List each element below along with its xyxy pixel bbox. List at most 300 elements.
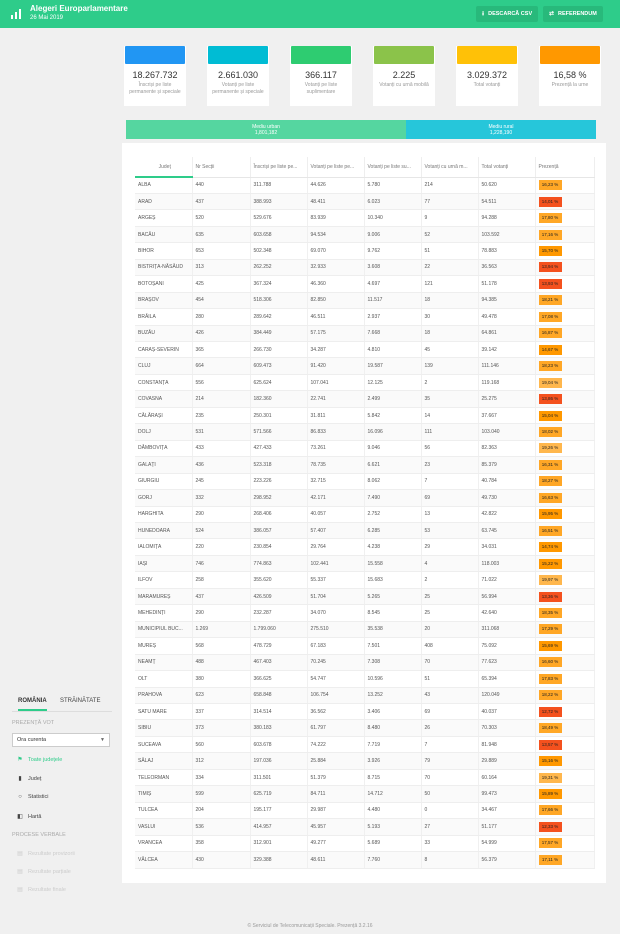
nav-results-partial[interactable] bbox=[16, 868, 71, 875]
download-csv-button[interactable] bbox=[476, 6, 538, 22]
table-cell: 7.308 bbox=[364, 654, 421, 670]
table-cell: 9.762 bbox=[364, 243, 421, 259]
table-cell bbox=[535, 835, 594, 851]
stat-color-bar bbox=[374, 46, 434, 64]
turnout-badge: 18,02 % bbox=[539, 427, 562, 437]
table-cell: 2 bbox=[421, 572, 478, 588]
table-cell: 106.754 bbox=[307, 687, 364, 703]
table-cell: 37.667 bbox=[478, 407, 535, 423]
county-name-cell: VÂLCEA bbox=[135, 852, 192, 868]
doc-icon: ▤ bbox=[17, 887, 23, 893]
table-cell: 54.511 bbox=[478, 193, 535, 209]
turnout-badge: 14,74 % bbox=[539, 542, 562, 552]
table-row[interactable] bbox=[135, 292, 594, 308]
table-cell: 10.596 bbox=[364, 671, 421, 687]
nav-county[interactable] bbox=[16, 775, 41, 782]
table-cell: 5.780 bbox=[364, 177, 421, 193]
stat-color-bar bbox=[457, 46, 517, 64]
table-cell: 35.538 bbox=[364, 621, 421, 637]
table-cell: 426 bbox=[192, 325, 250, 341]
election-date: 26 Mai 2019 bbox=[30, 15, 64, 21]
county-name-cell: OLT bbox=[135, 671, 192, 687]
stat-label: Votanți cu urnă mobilă bbox=[379, 82, 429, 88]
nav-statistics[interactable] bbox=[16, 794, 48, 800]
table-row[interactable] bbox=[135, 819, 594, 835]
table-row[interactable] bbox=[135, 325, 594, 341]
table-cell: 536 bbox=[192, 819, 250, 835]
turnout-badge: 16,51 % bbox=[539, 526, 562, 536]
stat-value: 16,58 % bbox=[553, 70, 587, 80]
table-header-row bbox=[135, 157, 594, 177]
donut-icon: ○ bbox=[18, 794, 22, 800]
table-cell: 266.730 bbox=[250, 342, 307, 358]
table-cell: 635 bbox=[192, 226, 250, 242]
table-cell: 524 bbox=[192, 523, 250, 539]
table-cell: 774.863 bbox=[250, 555, 307, 571]
doc-icon: ▤ bbox=[17, 869, 23, 875]
table-cell: 195.177 bbox=[250, 802, 307, 818]
county-name-cell: CONSTANȚA bbox=[135, 374, 192, 390]
table-cell: 13.252 bbox=[364, 687, 421, 703]
tab-abroad[interactable]: STRĂINĂTATE bbox=[60, 698, 101, 704]
rural-value: 1,228,190 bbox=[489, 130, 513, 136]
table-cell: 103.040 bbox=[478, 424, 535, 440]
turnout-badge: 15,22 % bbox=[539, 559, 562, 569]
table-cell: 86.833 bbox=[307, 424, 364, 440]
table-cell: 73.261 bbox=[307, 440, 364, 456]
table-row[interactable] bbox=[135, 193, 594, 209]
table-row[interactable] bbox=[135, 769, 594, 785]
table-row[interactable] bbox=[135, 555, 594, 571]
table-cell: 298.952 bbox=[250, 490, 307, 506]
turnout-badge: 16,63 % bbox=[539, 493, 562, 503]
column-header[interactable]: Total votanți bbox=[478, 157, 535, 177]
nav-label: Județ bbox=[28, 776, 42, 782]
table-cell: 9.046 bbox=[364, 440, 421, 456]
table-cell: 334 bbox=[192, 769, 250, 785]
column-header[interactable]: Județ bbox=[135, 157, 192, 177]
table-cell: 40.057 bbox=[307, 506, 364, 522]
table-cell: 502.348 bbox=[250, 243, 307, 259]
table-cell bbox=[535, 671, 594, 687]
table-cell: 19.587 bbox=[364, 358, 421, 374]
table-row[interactable] bbox=[135, 720, 594, 736]
table-cell: 625.624 bbox=[250, 374, 307, 390]
stat-card-mobile-ballot bbox=[373, 46, 435, 106]
county-name-cell: HARGHITA bbox=[135, 506, 192, 522]
table-cell: 49.478 bbox=[478, 309, 535, 325]
table-cell bbox=[535, 769, 594, 785]
table-cell bbox=[535, 523, 594, 539]
table-cell: 51.379 bbox=[307, 769, 364, 785]
stat-value: 2.661.030 bbox=[217, 70, 259, 80]
table-cell: 111.146 bbox=[478, 358, 535, 374]
table-cell: 280 bbox=[192, 309, 250, 325]
download-csv-label: DESCARCĂ CSV bbox=[488, 11, 533, 17]
table-cell: 3.926 bbox=[364, 753, 421, 769]
table-row[interactable] bbox=[135, 654, 594, 670]
table-cell: 6.621 bbox=[364, 457, 421, 473]
table-cell: 312 bbox=[192, 753, 250, 769]
table-row[interactable] bbox=[135, 473, 594, 489]
table-cell: 48.411 bbox=[307, 193, 364, 209]
table-cell: 10.340 bbox=[364, 210, 421, 226]
table-cell: 36.562 bbox=[307, 704, 364, 720]
stat-color-bar bbox=[291, 46, 351, 64]
table-row[interactable] bbox=[135, 210, 594, 226]
table-cell: 2.937 bbox=[364, 309, 421, 325]
table-row[interactable] bbox=[135, 407, 594, 423]
table-cell: 50 bbox=[421, 786, 478, 802]
table-cell: 139 bbox=[421, 358, 478, 374]
table-cell: 22 bbox=[421, 259, 478, 275]
table-cell: 197.036 bbox=[250, 753, 307, 769]
column-header[interactable]: Înscriși pe liste pe... bbox=[250, 157, 307, 177]
rural-bar bbox=[406, 120, 596, 139]
doc-icon: ▤ bbox=[17, 851, 23, 857]
table-cell: 69 bbox=[421, 704, 478, 720]
table-row[interactable] bbox=[135, 572, 594, 588]
table-cell: 78.735 bbox=[307, 457, 364, 473]
turnout-badge: 13,93 % bbox=[539, 279, 562, 289]
turnout-badge: 17,83 % bbox=[539, 674, 562, 684]
table-cell: 69.070 bbox=[307, 243, 364, 259]
turnout-badge: 17,16 % bbox=[539, 230, 562, 240]
table-row[interactable] bbox=[135, 358, 594, 374]
table-cell: 275.510 bbox=[307, 621, 364, 637]
county-name-cell: DOLJ bbox=[135, 424, 192, 440]
table-cell: 433 bbox=[192, 440, 250, 456]
table-cell: 56.994 bbox=[478, 588, 535, 604]
table-cell: 74.222 bbox=[307, 736, 364, 752]
time-select[interactable] bbox=[12, 733, 110, 747]
table-cell: 2.752 bbox=[364, 506, 421, 522]
table-cell: 30 bbox=[421, 309, 478, 325]
section-vote-label: PREZENȚĂ VOT bbox=[12, 720, 55, 726]
footer: © Serviciul de Telecomunicații Speciale. Prezență 3.2.16 bbox=[247, 923, 373, 929]
table-cell: 29.987 bbox=[307, 802, 364, 818]
table-cell: 571.566 bbox=[250, 424, 307, 440]
table-cell: 182.360 bbox=[250, 391, 307, 407]
nav-label: Statistici bbox=[28, 794, 49, 800]
table-cell bbox=[535, 572, 594, 588]
county-name-cell: BRAȘOV bbox=[135, 292, 192, 308]
table-row[interactable] bbox=[135, 605, 594, 621]
table-row[interactable] bbox=[135, 588, 594, 604]
nav-all-counties[interactable] bbox=[16, 756, 62, 763]
nav-label: Toate județele bbox=[28, 757, 63, 763]
column-header[interactable]: Prezență bbox=[535, 157, 594, 177]
table-cell: 48.611 bbox=[307, 852, 364, 868]
table-cell: 51 bbox=[421, 671, 478, 687]
county-name-cell: IALOMIȚA bbox=[135, 539, 192, 555]
table-row[interactable] bbox=[135, 177, 594, 193]
table-row[interactable] bbox=[135, 621, 594, 637]
table-cell bbox=[535, 654, 594, 670]
table-cell: 25 bbox=[421, 605, 478, 621]
county-name-cell: GALAȚI bbox=[135, 457, 192, 473]
stat-label: Înscriși pe liste permanente și speciale bbox=[129, 82, 181, 95]
table-row[interactable] bbox=[135, 490, 594, 506]
county-name-cell: BACĂU bbox=[135, 226, 192, 242]
table-cell bbox=[535, 555, 594, 571]
table-cell: 488 bbox=[192, 654, 250, 670]
table-cell: 426.509 bbox=[250, 588, 307, 604]
table-cell: 437 bbox=[192, 193, 250, 209]
table-cell: 214 bbox=[421, 177, 478, 193]
table-cell: 77 bbox=[421, 193, 478, 209]
urban-bar bbox=[126, 120, 406, 139]
turnout-badge: 15,04 % bbox=[539, 411, 562, 421]
caret-down-icon: ▼ bbox=[100, 737, 105, 743]
county-name-cell: BIHOR bbox=[135, 243, 192, 259]
stat-label: Prezență la urne bbox=[551, 82, 589, 88]
turnout-badge: 13,86 % bbox=[539, 394, 562, 404]
table-row[interactable] bbox=[135, 523, 594, 539]
table-row[interactable] bbox=[135, 852, 594, 868]
stat-color-bar bbox=[540, 46, 600, 64]
stat-value: 3.029.372 bbox=[466, 70, 508, 80]
table-cell: 26 bbox=[421, 720, 478, 736]
table-cell: 3.406 bbox=[364, 704, 421, 720]
table-cell: 437 bbox=[192, 588, 250, 604]
table-cell: 746 bbox=[192, 555, 250, 571]
table-cell: 69 bbox=[421, 490, 478, 506]
turnout-badge: 13,36 % bbox=[539, 592, 562, 602]
table-cell: 478.729 bbox=[250, 638, 307, 654]
table-cell: 20 bbox=[421, 621, 478, 637]
table-cell: 82.363 bbox=[478, 440, 535, 456]
county-name-cell: MUREȘ bbox=[135, 638, 192, 654]
stat-card-total-voters bbox=[456, 46, 518, 106]
table-cell: 425 bbox=[192, 276, 250, 292]
table-row[interactable] bbox=[135, 687, 594, 703]
county-name-cell: MARAMUREȘ bbox=[135, 588, 192, 604]
county-table bbox=[135, 157, 595, 869]
table-row[interactable] bbox=[135, 638, 594, 654]
table-cell: 61.797 bbox=[307, 720, 364, 736]
table-cell: 51.704 bbox=[307, 588, 364, 604]
table-row[interactable] bbox=[135, 259, 594, 275]
county-name-cell: CĂLĂRAȘI bbox=[135, 407, 192, 423]
table-cell: 70.303 bbox=[478, 720, 535, 736]
turnout-badge: 15,95 % bbox=[539, 509, 562, 519]
column-header[interactable]: Votanți cu urnă m... bbox=[421, 157, 478, 177]
table-cell: 83.939 bbox=[307, 210, 364, 226]
table-cell: 27 bbox=[421, 819, 478, 835]
table-cell: 332 bbox=[192, 490, 250, 506]
column-header[interactable]: Votanți pe liste pe... bbox=[307, 157, 364, 177]
table-row[interactable] bbox=[135, 440, 594, 456]
table-cell: 7.760 bbox=[364, 852, 421, 868]
turnout-badge: 15,89 % bbox=[539, 789, 562, 799]
turnout-badge: 12,72 % bbox=[539, 707, 562, 717]
table-cell: 5.193 bbox=[364, 819, 421, 835]
turnout-badge: 19,04 % bbox=[539, 378, 562, 388]
county-name-cell: IAȘI bbox=[135, 555, 192, 571]
table-cell: 4 bbox=[421, 555, 478, 571]
nav-results-provisional[interactable] bbox=[16, 850, 75, 857]
table-cell: 46.360 bbox=[307, 276, 364, 292]
table-cell: 52 bbox=[421, 226, 478, 242]
table-row[interactable] bbox=[135, 671, 594, 687]
table-cell: 36.563 bbox=[478, 259, 535, 275]
table-cell: 85.379 bbox=[478, 457, 535, 473]
turnout-badge: 16,87 % bbox=[539, 328, 562, 338]
rural-label: Mediu rural bbox=[488, 124, 514, 130]
county-name-cell: BOTOȘANI bbox=[135, 276, 192, 292]
table-cell: 0 bbox=[421, 802, 478, 818]
table-cell: 5.689 bbox=[364, 835, 421, 851]
turnout-badge: 16,60 % bbox=[539, 657, 562, 667]
table-row[interactable] bbox=[135, 736, 594, 752]
table-row[interactable] bbox=[135, 786, 594, 802]
table-cell: 102.441 bbox=[307, 555, 364, 571]
section-minutes-label: PROCESE VERBALE bbox=[12, 832, 66, 838]
table-row[interactable] bbox=[135, 835, 594, 851]
table-cell: 3.608 bbox=[364, 259, 421, 275]
county-name-cell: VRANCEA bbox=[135, 835, 192, 851]
table-cell: 49.730 bbox=[478, 490, 535, 506]
table-cell: 42.640 bbox=[478, 605, 535, 621]
stat-value: 2.225 bbox=[392, 70, 416, 80]
table-row[interactable] bbox=[135, 374, 594, 390]
table-cell bbox=[535, 358, 594, 374]
table-row[interactable] bbox=[135, 457, 594, 473]
table-cell bbox=[535, 243, 594, 259]
table-cell: 7 bbox=[421, 473, 478, 489]
table-row[interactable] bbox=[135, 802, 594, 818]
turnout-badge: 17,66 % bbox=[539, 805, 562, 815]
table-row[interactable] bbox=[135, 424, 594, 440]
table-cell: 54.999 bbox=[478, 835, 535, 851]
table-cell bbox=[535, 539, 594, 555]
table-cell bbox=[535, 736, 594, 752]
turnout-badge: 16,31 % bbox=[539, 460, 562, 470]
table-row[interactable] bbox=[135, 243, 594, 259]
table-cell: 380.183 bbox=[250, 720, 307, 736]
table-cell: 245 bbox=[192, 473, 250, 489]
turnout-badge: 17,29 % bbox=[539, 624, 562, 634]
table-cell: 329.388 bbox=[250, 852, 307, 868]
table-row[interactable] bbox=[135, 276, 594, 292]
table-row[interactable] bbox=[135, 391, 594, 407]
stat-card-registered bbox=[124, 46, 186, 106]
table-row[interactable] bbox=[135, 539, 594, 555]
table-cell: 42.822 bbox=[478, 506, 535, 522]
table-cell bbox=[535, 440, 594, 456]
table-cell: 94.534 bbox=[307, 226, 364, 242]
table-cell: 12.125 bbox=[364, 374, 421, 390]
nav-results-final[interactable] bbox=[16, 886, 66, 893]
table-cell bbox=[535, 852, 594, 868]
county-name-cell: BRĂILA bbox=[135, 309, 192, 325]
county-name-cell: ARAD bbox=[135, 193, 192, 209]
table-cell: 373 bbox=[192, 720, 250, 736]
referendum-button[interactable] bbox=[543, 6, 603, 22]
turnout-badge: 15,70 % bbox=[539, 246, 562, 256]
table-cell: 358 bbox=[192, 835, 250, 851]
table-cell bbox=[535, 177, 594, 193]
table-cell: 51 bbox=[421, 243, 478, 259]
county-name-cell: MEHEDINȚI bbox=[135, 605, 192, 621]
table-cell: 33 bbox=[421, 835, 478, 851]
table-cell: 2.499 bbox=[364, 391, 421, 407]
county-name-cell: CLUJ bbox=[135, 358, 192, 374]
table-cell: 45 bbox=[421, 342, 478, 358]
table-row[interactable] bbox=[135, 506, 594, 522]
table-cell: 4.238 bbox=[364, 539, 421, 555]
table-cell: 313 bbox=[192, 259, 250, 275]
table-cell: 7.490 bbox=[364, 490, 421, 506]
table-cell: 29.889 bbox=[478, 753, 535, 769]
table-cell: 9.006 bbox=[364, 226, 421, 242]
table-cell: 388.993 bbox=[250, 193, 307, 209]
table-cell: 34.031 bbox=[478, 539, 535, 555]
table-cell bbox=[535, 342, 594, 358]
table-row[interactable] bbox=[135, 753, 594, 769]
county-table-card bbox=[122, 143, 606, 883]
nav-label: Hartă bbox=[28, 814, 42, 820]
table-cell: 13 bbox=[421, 506, 478, 522]
app-title: Alegeri Europarlamentare bbox=[30, 4, 128, 13]
table-cell bbox=[535, 638, 594, 654]
swap-icon: ⇄ bbox=[549, 11, 555, 17]
table-cell: 230.854 bbox=[250, 539, 307, 555]
table-row[interactable] bbox=[135, 309, 594, 325]
table-cell: 46.511 bbox=[307, 309, 364, 325]
county-name-cell: SĂLAJ bbox=[135, 753, 192, 769]
table-cell bbox=[535, 276, 594, 292]
column-header[interactable]: Votanți pe liste su... bbox=[364, 157, 421, 177]
table-cell: 380 bbox=[192, 671, 250, 687]
tab-romania[interactable]: ROMÂNIA bbox=[18, 698, 47, 711]
nav-map[interactable] bbox=[16, 813, 41, 820]
nav-label: Rezultate parțiale bbox=[28, 869, 71, 875]
table-cell: 103.592 bbox=[478, 226, 535, 242]
county-name-cell: MUNICIPIUL BUC... bbox=[135, 621, 192, 637]
table-row[interactable] bbox=[135, 704, 594, 720]
turnout-badge: 19,26 % bbox=[539, 443, 562, 453]
county-name-cell: ILFOV bbox=[135, 572, 192, 588]
table-cell: 467.403 bbox=[250, 654, 307, 670]
column-header[interactable]: Nr Secții bbox=[192, 157, 250, 177]
stat-label: Votanți pe liste permanente și speciale bbox=[212, 82, 264, 95]
county-name-cell: TELEORMAN bbox=[135, 769, 192, 785]
table-row[interactable] bbox=[135, 342, 594, 358]
table-cell: 82.850 bbox=[307, 292, 364, 308]
turnout-badge: 15,69 % bbox=[539, 641, 562, 651]
table-cell: 42.171 bbox=[307, 490, 364, 506]
county-name-cell: SIBIU bbox=[135, 720, 192, 736]
table-cell: 55.337 bbox=[307, 572, 364, 588]
table-cell: 556 bbox=[192, 374, 250, 390]
turnout-badge: 13,94 % bbox=[539, 262, 562, 272]
table-cell bbox=[535, 226, 594, 242]
table-cell: 9 bbox=[421, 210, 478, 226]
table-cell: 523.318 bbox=[250, 457, 307, 473]
table-cell: 7.501 bbox=[364, 638, 421, 654]
referendum-label: REFERENDUM bbox=[558, 11, 597, 17]
table-row[interactable] bbox=[135, 226, 594, 242]
table-cell: 430 bbox=[192, 852, 250, 868]
table-cell: 658.848 bbox=[250, 687, 307, 703]
table-cell: 408 bbox=[421, 638, 478, 654]
county-name-cell: PRAHOVA bbox=[135, 687, 192, 703]
table-cell: 5.265 bbox=[364, 588, 421, 604]
turnout-badge: 16,23 % bbox=[539, 180, 562, 190]
table-cell: 623 bbox=[192, 687, 250, 703]
